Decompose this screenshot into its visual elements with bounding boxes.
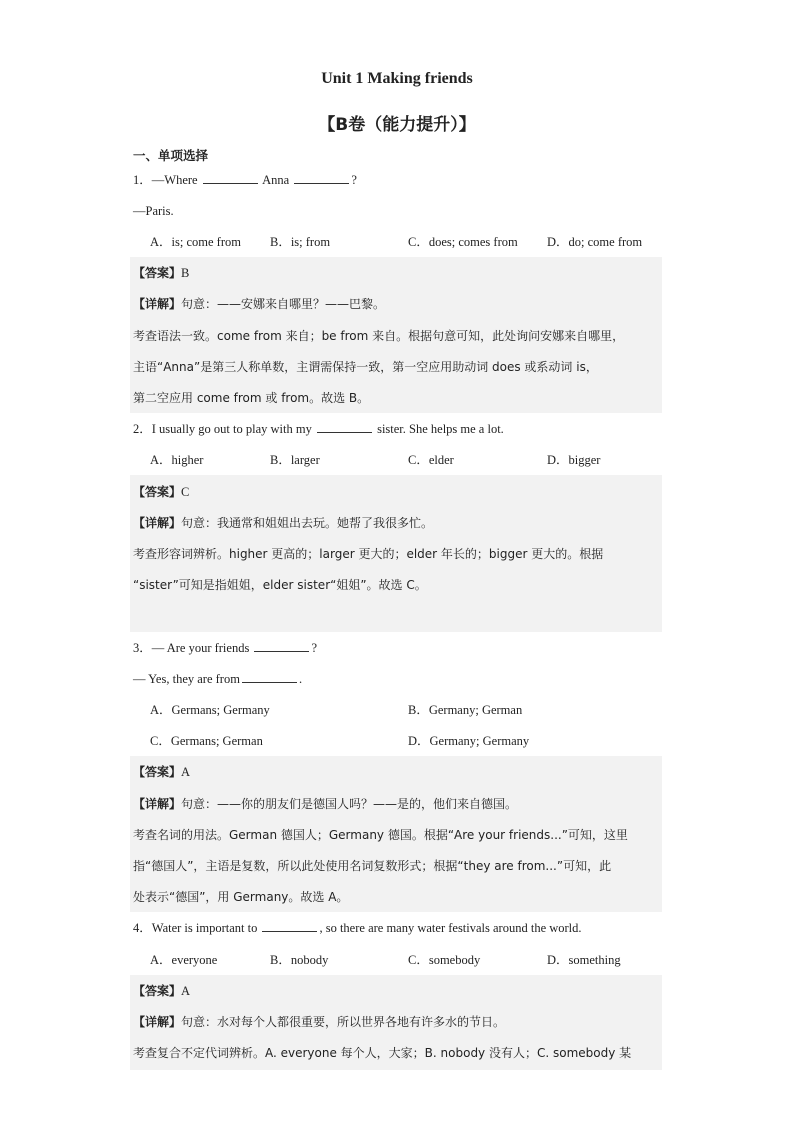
detail-line: 【详解】句意：——安娜来自哪里？——巴黎。: [133, 297, 386, 311]
question-2: 2．I usually go out to play with my sister. She helps me a lot.: [133, 419, 504, 439]
option-a: A．is; come from: [150, 235, 241, 249]
page-subtitle: 【B卷（能力提升）】: [318, 115, 476, 135]
question-4: 4．Water is important to , so there are many water festivals around the world.: [133, 918, 582, 938]
answer-line: 【答案】A: [133, 984, 191, 998]
detail-line: “sister”可知是指姐姐，elder sister“姐姐”。故选 C。: [133, 578, 427, 592]
question-1: 1．—Where Anna ?: [133, 170, 357, 190]
answer-line: 【答案】A: [133, 765, 191, 779]
question-1-reply: —Paris.: [133, 204, 174, 218]
detail-line: 考查语法一致。come from 来自；be from 来自。根据句意可知，此处询问安娜来自哪里，: [133, 329, 625, 343]
option-a: A．everyone: [150, 953, 218, 967]
page-title: Unit 1 Making friends: [321, 70, 473, 87]
answer-line: 【答案】B: [133, 266, 190, 280]
detail-line: 考查名词的用法。German 德国人；Germany 德国。根据“Are your friends...”可知，这里: [133, 828, 628, 842]
option-b: B．larger: [270, 453, 320, 467]
blank: [294, 170, 349, 184]
question-3-reply: — Yes, they are from .: [133, 669, 302, 689]
option-d: D．Germany; Germany: [408, 734, 530, 748]
detail-line: 处表示“德国”，用 Germany。故选 A。: [133, 890, 349, 904]
option-d: D．something: [547, 953, 621, 967]
option-b: B．nobody: [270, 953, 329, 967]
option-b: B．Germany; German: [408, 703, 523, 717]
option-c: C．somebody: [408, 953, 481, 967]
answer-line: 【答案】C: [133, 485, 190, 499]
detail-line: 【详解】句意：——你的朋友们是德国人吗？——是的，他们来自德国。: [133, 797, 518, 811]
detail-line: 考查形容词辨析。higher 更高的；larger 更大的；elder 年长的；bigger 更大的。根据: [133, 547, 604, 561]
detail-line: 主语“Anna”是第三人称单数，主谓需保持一致，第一空应用助动词 does 或系动词 is，: [133, 360, 598, 374]
blank: [242, 669, 297, 683]
question-3: 3．— Are your friends ?: [133, 638, 317, 658]
blank: [203, 170, 258, 184]
option-c: C．does; comes from: [408, 235, 518, 249]
detail-line: 【详解】句意：我通常和姐姐出去玩。她帮了我很多忙。: [133, 516, 434, 530]
detail-line: 第二空应用 come from 或 from。故选 B。: [133, 391, 370, 405]
section-heading: 一、单项选择: [133, 148, 209, 163]
blank: [262, 918, 317, 932]
option-c: C．elder: [408, 453, 454, 467]
option-c: C．Germans; German: [150, 734, 263, 748]
detail-line: 考查复合不定代词辨析。A. everyone 每个人，大家；B. nobody 没有人；C. somebody 某: [133, 1046, 632, 1060]
option-b: B．is; from: [270, 235, 331, 249]
option-a: A．higher: [150, 453, 204, 467]
option-a: A．Germans; Germany: [150, 703, 270, 717]
blank: [317, 419, 372, 433]
blank: [254, 638, 309, 652]
option-d: D．bigger: [547, 453, 601, 467]
detail-line: 【详解】句意：水对每个人都很重要，所以世界各地有许多水的节日。: [133, 1015, 506, 1029]
option-d: D．do; come from: [547, 235, 643, 249]
detail-line: 指“德国人”，主语是复数，所以此处使用名词复数形式；根据“they are from...”可知，此: [133, 859, 612, 873]
